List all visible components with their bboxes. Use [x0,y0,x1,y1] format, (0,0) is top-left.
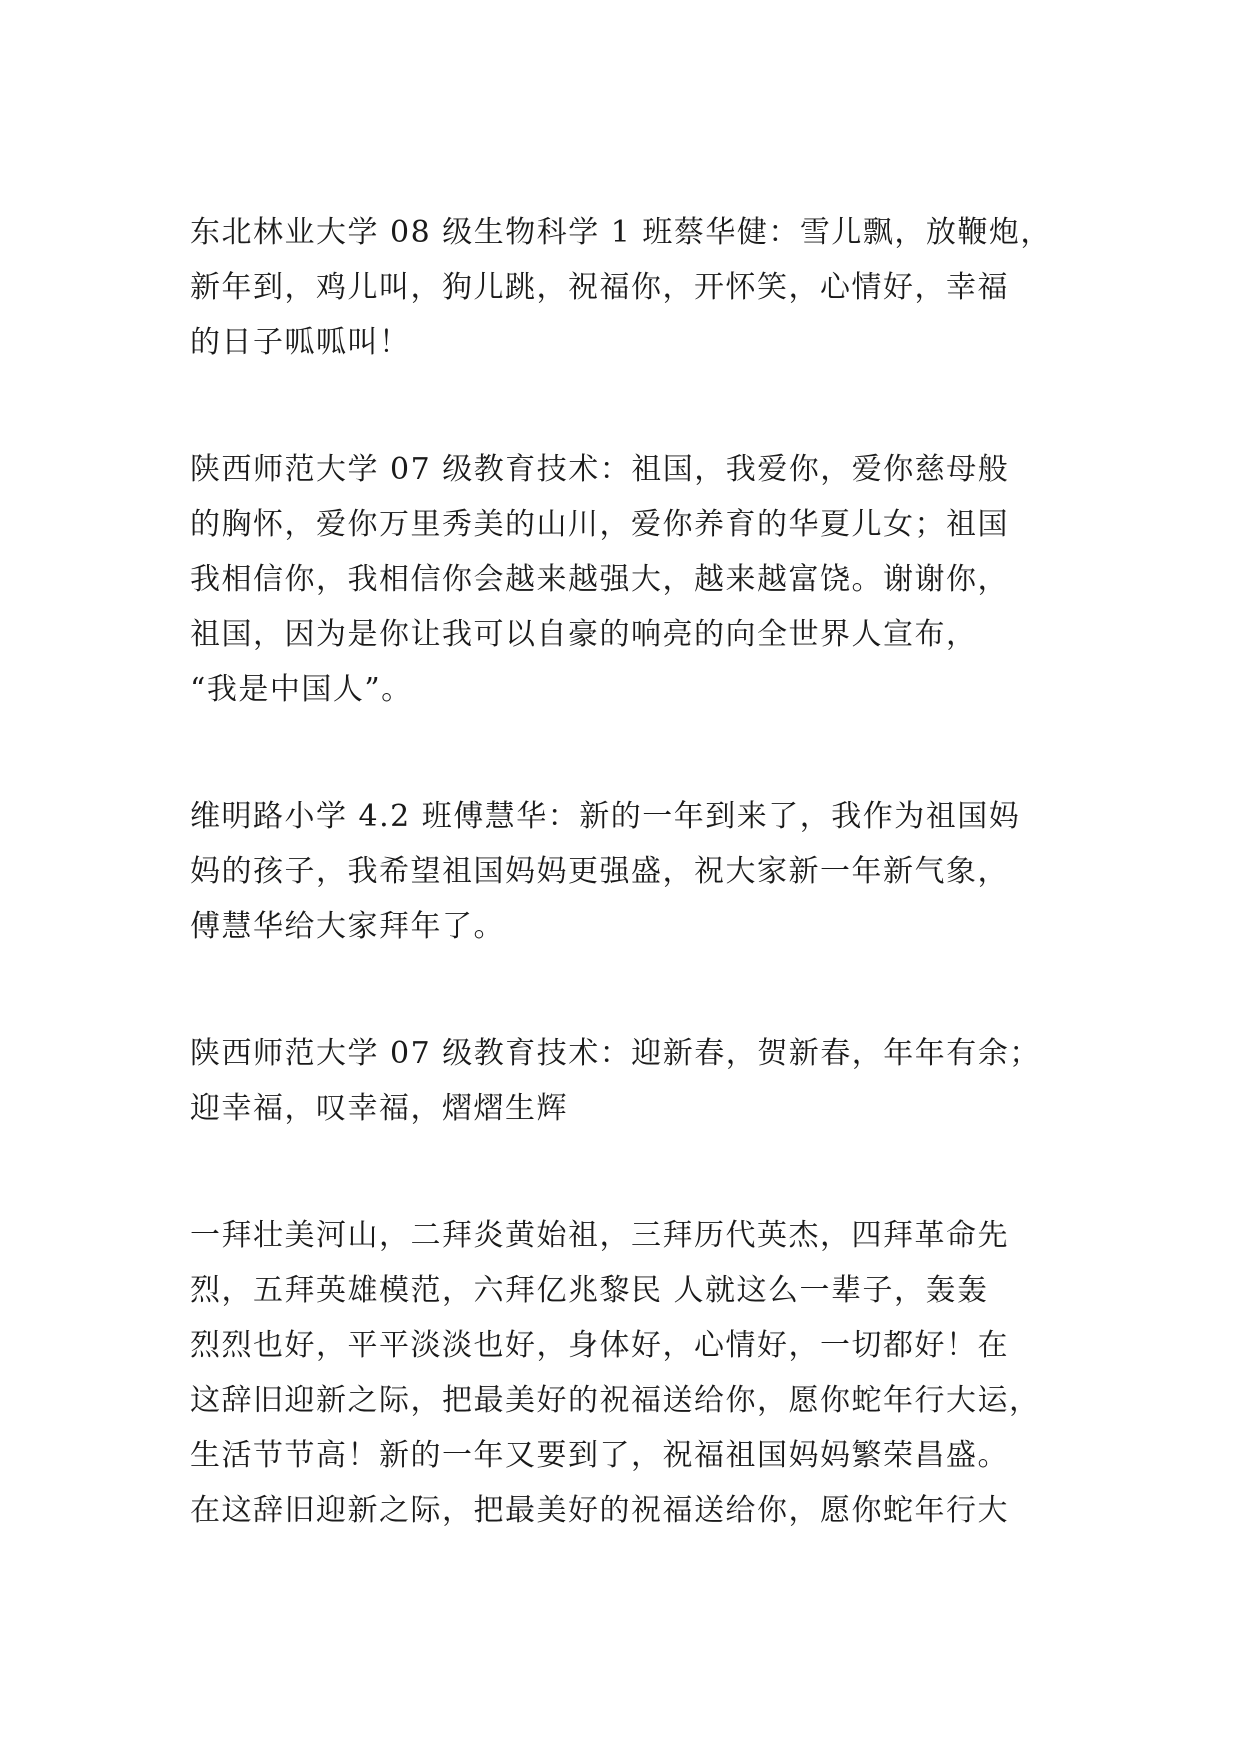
text-line: 迎幸福，叹幸福，熠熠生辉 [190,1091,568,1126]
text-line: 陕西师范大学 07 级教育技术：迎新春，贺新春，年年有余； [190,1036,1041,1071]
text-line: 的胸怀，爱你万里秀美的山川，爱你养育的华夏儿女；祖国 [190,507,1009,542]
text-line: 我相信你，我相信你会越来越强大，越来越富饶。谢谢你， [190,562,1009,597]
text-line: 祖国，因为是你让我可以自豪的响亮的向全世界人宣布， [190,617,978,652]
greeting-paragraph-2 [190,442,1070,717]
greeting-paragraph-3 [190,789,1070,954]
greeting-paragraph-1 [190,205,1070,370]
greeting-paragraph-4 [190,1026,1070,1136]
text-line: 一拜壮美河山，二拜炎黄始祖，三拜历代英杰，四拜革命先 [190,1218,1009,1253]
text-line: 维明路小学 4.2 班傅慧华：新的一年到来了，我作为祖国妈 [190,799,1021,834]
text-line: 在这辞旧迎新之际，把最美好的祝福送给你，愿你蛇年行大 [190,1493,1009,1528]
text-line: 的日子呱呱叫！ [190,325,411,360]
text-line: 陕西师范大学 07 级教育技术：祖国，我爱你，爱你慈母般 [190,452,1010,487]
text-line: 烈，五拜英雄模范，六拜亿兆黎民 人就这么一辈子，轰轰 [190,1273,989,1308]
text-line: 生活节节高！新的一年又要到了，祝福祖国妈妈繁荣昌盛。 [190,1438,1009,1473]
text-line: 新年到，鸡儿叫，狗儿跳，祝福你，开怀笑，心情好，幸福 [190,270,1009,305]
text-line: 烈烈也好，平平淡淡也好，身体好，心情好，一切都好！在 [190,1328,1009,1363]
text-line: “我是中国人”。 [190,672,413,707]
document-body [190,205,1070,1610]
text-line: 东北林业大学 08 级生物科学 1 班蔡华健：雪儿飘，放鞭炮， [190,215,1052,250]
text-line: 傅慧华给大家拜年了。 [190,909,505,944]
text-line: 这辞旧迎新之际，把最美好的祝福送给你，愿你蛇年行大运， [190,1383,1041,1418]
text-line: 妈的孩子，我希望祖国妈妈更强盛，祝大家新一年新气象， [190,854,1009,889]
greeting-paragraph-5 [190,1208,1070,1538]
